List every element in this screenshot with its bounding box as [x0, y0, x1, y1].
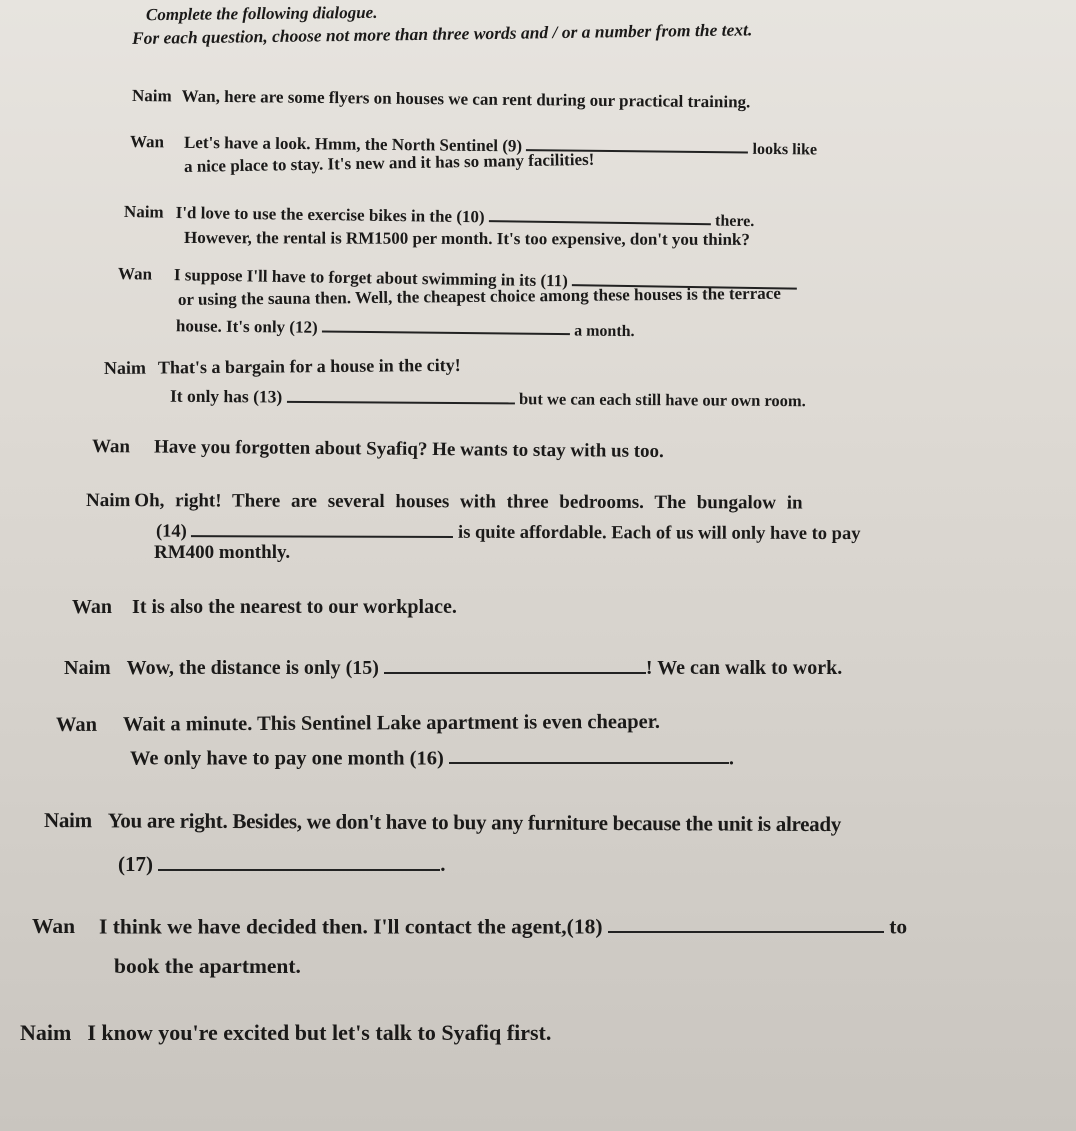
dialogue-text: RM400 monthly. [154, 542, 291, 563]
speaker-name: Naim [43, 808, 92, 833]
dialogue-line-7 [86, 490, 803, 515]
dialogue-line-13 [20, 1020, 551, 1046]
dialogue-text: to [889, 914, 908, 939]
dialogue-text: We only have to pay one month (16) [130, 747, 444, 770]
dialogue-text: but we can each still have our own room. [518, 389, 806, 411]
instruction-text: For each question, choose not more than three words and / or a number from the text. [131, 19, 753, 48]
dialogue-line-6 [92, 436, 664, 463]
speaker-name: Wan [129, 132, 165, 152]
dialogue-line-10b [130, 744, 734, 770]
dialogue-text: Wait a minute. This Sentinel Lake apartment is even cheaper. [122, 710, 661, 736]
dialogue-line-10 [56, 711, 660, 737]
speaker-name: Naim [64, 657, 111, 679]
dialogue-text: You are right. Besides, we don't have to buy any furniture because the unit is already [107, 808, 842, 837]
dialogue-line-9 [64, 654, 842, 680]
dialogue-text: I think we have decided then. I'll contact the agent,(18) [99, 914, 603, 939]
dialogue-text: That's a bargain for a house in the city! [157, 354, 461, 378]
dialogue-text: It only has (13) [169, 385, 283, 407]
dialogue-line-3b [184, 228, 750, 250]
dialogue-text: . [728, 747, 735, 770]
speaker-name: Wan [55, 713, 98, 736]
answer-blank-13[interactable] [287, 385, 515, 404]
speaker-name: Naim [85, 490, 131, 512]
dialogue-line-12b [114, 954, 301, 979]
dialogue-line-2b [184, 150, 595, 177]
speaker-name: Naim [123, 202, 164, 222]
dialogue-text: I suppose I'll have to forget about swimming in its (11) [173, 265, 568, 291]
speaker-name: Wan [72, 596, 113, 618]
dialogue-text: Oh, right! There are several houses with three bedrooms. The bungalow in [134, 490, 803, 514]
dialogue-text: I'd love to use the exercise bikes in the (10) [175, 203, 485, 227]
answer-blank-17[interactable] [158, 850, 440, 871]
dialogue-line-3 [124, 200, 755, 231]
dialogue-text: Wow, the distance is only (15) [126, 657, 379, 679]
dialogue-line-8 [72, 596, 457, 619]
instruction-heading: Complete the following dialogue. [145, 2, 378, 25]
dialogue-line-4c [176, 314, 635, 341]
speaker-name: Naim [131, 86, 172, 106]
dialogue-line-11b [118, 850, 446, 877]
dialogue-text: Have you forgotten about Syafiq? He wants to stay with us too. [153, 436, 664, 462]
speaker-name: Wan [117, 264, 153, 284]
dialogue-text: house. It's only (12) [175, 316, 318, 337]
answer-blank-12[interactable] [322, 316, 570, 336]
answer-blank-16[interactable] [449, 744, 729, 764]
dialogue-text: ! We can walk to work. [645, 657, 843, 679]
dialogue-text: a month. [574, 322, 635, 341]
dialogue-text: a nice place to stay. It's new and it has so many facilities! [183, 149, 595, 176]
speaker-name: Wan [91, 436, 131, 458]
speaker-name: Naim [103, 357, 147, 378]
answer-blank-10[interactable] [489, 205, 711, 225]
dialogue-text: Let's have a look. Hmm, the North Sentinel (9) [183, 132, 523, 156]
answer-blank-14[interactable] [191, 518, 453, 538]
dialogue-text: is quite affordable. Each of us will only have to pay [458, 522, 861, 545]
dialogue-text: book the apartment. [114, 954, 301, 978]
dialogue-text: It is also the nearest to our workplace. [132, 596, 457, 618]
dialogue-text: there. [714, 212, 755, 231]
dialogue-text: (14) [155, 521, 187, 542]
dialogue-line-5 [104, 355, 461, 379]
dialogue-line-7c [154, 542, 290, 564]
dialogue-line-5b [170, 384, 806, 411]
speaker-name: Wan [32, 914, 76, 939]
answer-blank-15[interactable] [384, 654, 646, 674]
dialogue-line-4b [178, 284, 781, 310]
dialogue-text: looks like [752, 140, 818, 159]
speaker-name: Naim [20, 1020, 72, 1045]
dialogue-line-1 [132, 86, 751, 112]
dialogue-text: However, the rental is RM1500 per month. It's too expensive, don't you think? [183, 228, 750, 249]
answer-blank-18[interactable] [608, 912, 884, 933]
dialogue-text: (17) [118, 851, 153, 876]
dialogue-line-12 [32, 912, 907, 939]
dialogue-text: or using the sauna then. Well, the cheapest choice among these houses is the terrace [177, 283, 781, 309]
dialogue-line-11 [44, 808, 841, 837]
dialogue-text: Wan, here are some flyers on houses we can rent during our practical training. [181, 86, 751, 112]
dialogue-text: . [440, 851, 446, 876]
dialogue-text: I know you're excited but let's talk to Syafiq first. [87, 1020, 552, 1045]
